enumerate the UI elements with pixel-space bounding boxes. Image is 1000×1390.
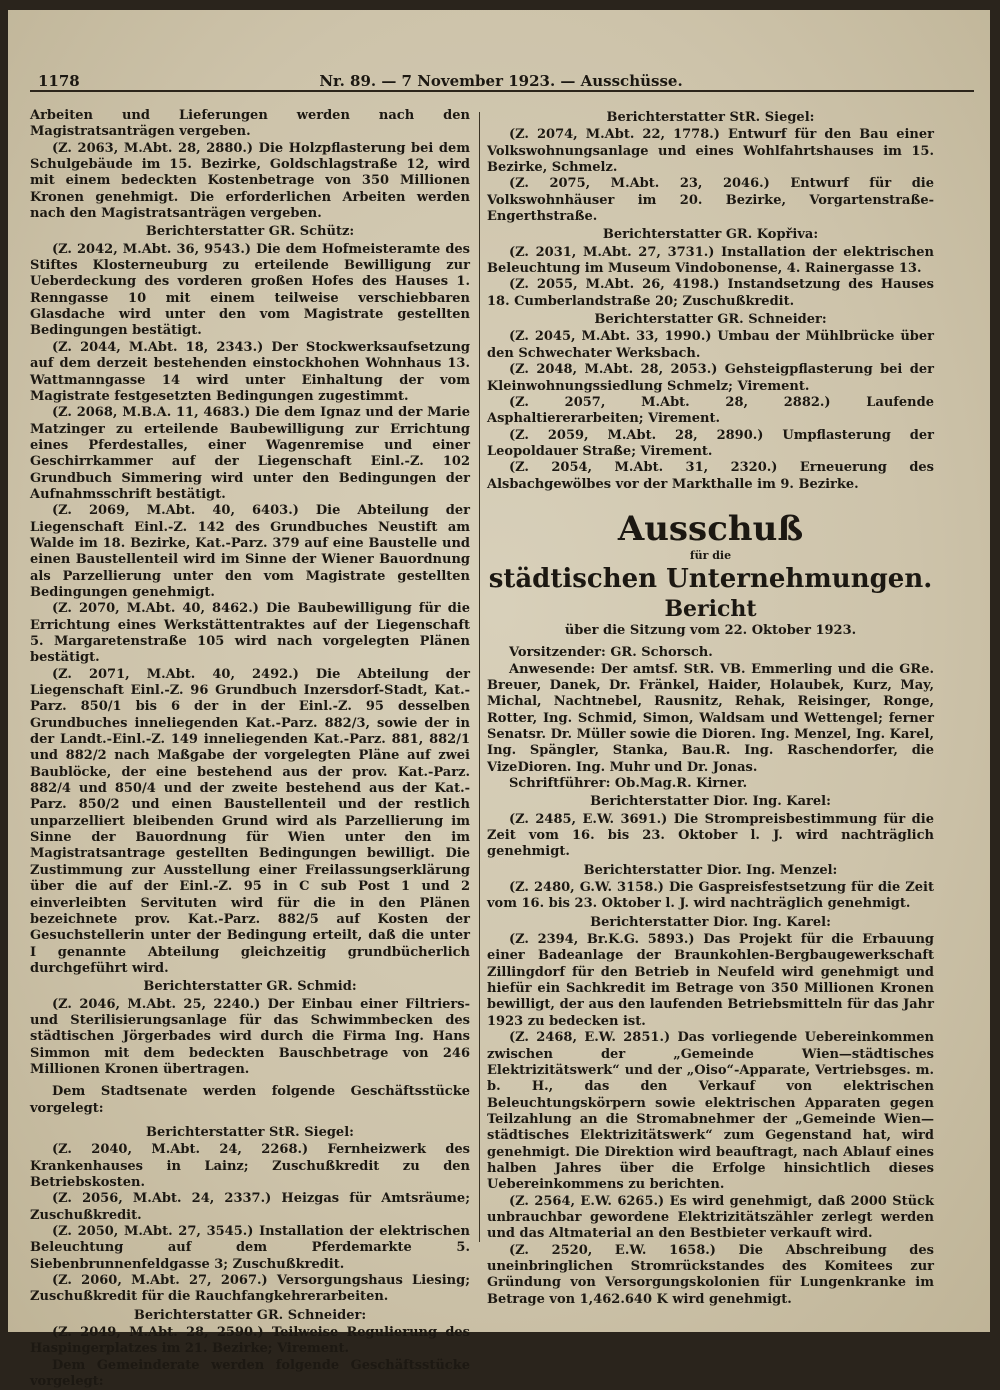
rapporteur-heading: Berichterstatter GR. Schneider:: [133, 1307, 367, 1323]
column-divider: [479, 112, 480, 1242]
section-subtitle: städtischen Unternehmungen.: [488, 563, 933, 594]
right-column: [487, 108, 934, 1308]
running-title: Nr. 89. — 7 November 1923. — Ausschüsse.: [319, 72, 683, 90]
paragraph: (Z. 2057, M.Abt. 28, 2882.) Laufende Asphaltiererarbeiten; Virement.: [487, 394, 934, 427]
paragraph: (Z. 2045, M.Abt. 33, 1990.) Umbau der Mühlbrücke über den Schwechater Werksbach.: [487, 329, 934, 361]
section-title: Ausschuß: [617, 508, 804, 549]
paragraph: (Z. 2055, M.Abt. 26, 4198.) Instandsetzung des Hauses 18. Cumberlandstraße 20; Zuschußkredit.: [487, 277, 934, 309]
paragraph: (Z. 2074, M.Abt. 22, 1778.) Entwurf für den Bau einer Volkswohnungsanlage und eines Wohlfahrtshauses im 15. Bezirke, Schmelz.: [487, 127, 934, 176]
paragraph: (Z. 2070, M.Abt. 40, 8462.) Die Baubewilligung für die Errichtung eines Werkstättentraktes auf der Liegenschaft 5. Margaretenstraße 105 wird nach vorgelegten Plänen bestätigt.: [30, 601, 470, 666]
page-number: 1178: [38, 72, 80, 90]
chair-line: Vorsitzender: GR. Schorsch.: [509, 645, 713, 661]
paragraph: (Z. 2031, M.Abt. 27, 3731.) Installation der elektrischen Beleuchtung im Museum Vindobonense, 4. Rainergasse 13.: [487, 244, 934, 277]
paragraph: (Z. 2042, M.Abt. 36, 9543.) Die dem Hofmeisteramte des Stiftes Klosterneuburg zu erteilende Bewilligung zur Ueberdeckung des vorderen großen Hofes des Hauses 1. Renngasse 10 mit einem teilweise verschiebbaren Glasdache wird unter den vom Magistrate gestellten Bedingungen bestätigt.: [30, 241, 470, 339]
paragraph: (Z. 2046, M.Abt. 25, 2240.) Der Einbau einer Filtriers- und Sterilisierungsanlage für das Schwimmbecken des städtischen Jörgerbades wird durch die Firma Ing. Hans Simmon mit dem bedeckten Bauschbetrage von 246 Millionen Kronen übertragen.: [30, 996, 470, 1077]
paragraph: (Z. 2050, M.Abt. 27, 3545.) Installation der elektrischen Beleuchtung auf dem Pferdemarkte 5. Siebenbrunnenfeldgasse 3; Zuschußkredit.: [30, 1224, 470, 1272]
paragraph: (Z. 2468, E.W. 2851.) Das vorliegende Uebereinkommen zwischen der „Gemeinde Wien—städtisches Elektrizitätswerk“ und der „Oiso“-Apparate, Vertriebsges. m. b. H., das den Verkauf von elektrischen Beleuchtungskörpern sowie elektrischen Apparaten gegen Teilzahlung an die Stromabnehmer der „Gemeinde Wien—städtisches Elektrizitätswerk“ zum Gegenstand hat, wird genehmigt. Die Direktion wird beauftragt, nach Ablauf eines halben Jahres über die Erfolge hinsichtlich dieses Uebereinkommens zu berichten.: [487, 1030, 934, 1193]
paragraph: (Z. 2060, M.Abt. 27, 2067.) Versorgungshaus Liesing; Zuschußkredit für die Rauchfangkehrerarbeiten.: [30, 1273, 470, 1305]
left-column: [30, 108, 470, 1390]
paragraph: (Z. 2071, M.Abt. 40, 2492.) Die Abteilung der Liegenschaft Einl.-Z. 96 Grundbuch Inzersdorf-Stadt, Kat.-Parz. 850/1 bis 6 der in der Einl.-Z. 95 desselben Grundbuches inneliegenden Kat.-Parz. 882/3, sowie der in der Landt.-Einl.-Z. 149 inneliegenden Kat.-Parz. 881, 882/1 und 882/2 nach Maßgabe der vorgelegten Pläne auf zwei Baublöcke, der eine bestehend aus der prov. Kat.-Parz. 882/4 und 850/4 und der zweite bestehend aus der Kat.-Parz. 850/2 und einen Baustellenteil und der restlich unparzelliert bleibenden Grund wird als Parzellierung im Sinne der Bauordnung für Wien unter den im Magistratsantrage gestellten Bedingungen bewilligt. Die Zustimmung zur Ausstellung einer Freilassungserklärung über die auf der Einl.-Z. 95 in C sub Post 1 und 2 einverleibten Servituten wird für die in den Plänen bezeichnete prov. Kat.-Parz. 882/5 auf Kosten der Gesuchstellerin unter der Bedingung erteilt, daß die unter I genannte Abteilung gleichzeitig grundbücherlich durchgeführt wird.: [30, 666, 470, 976]
paragraph: (Z. 2044, M.Abt. 18, 2343.) Der Stockwerksaufsetzung auf dem derzeit bestehenden einstockhohen Wohnhaus 13. Wattmanngasse 14 wird unter Einhaltung der vom Magistrate festgesetzten Bedingungen zugestimmt.: [30, 339, 470, 404]
paragraph: (Z. 2564, E.W. 6265.) Es wird genehmigt, daß 2000 Stück unbrauchbar gewordene Elektrizitätszähler zerlegt werden und das Altmaterial an den Bestbieter verkauft wird.: [487, 1193, 934, 1242]
rapporteur-heading: Berichterstatter Dior. Ing. Menzel:: [583, 862, 838, 878]
rapporteur-heading: Berichterstatter GR. Schneider:: [594, 312, 827, 328]
paragraph: (Z. 2520, E.W. 1658.) Die Abschreibung des uneinbringlichen Stromrückstandes des Komitees zur Gründung von Versorgungskolonien für Lungenkranke im Betrage von 1,462.640 K wird genehmigt.: [487, 1242, 934, 1307]
paragraph: (Z. 2075, M.Abt. 23, 2046.) Entwurf für die Volkswohnhäuser im 20. Bezirke, Vorgartenstraße-Engerthstraße.: [487, 176, 934, 225]
rapporteur-heading: Berichterstatter StR. Siegel:: [606, 110, 815, 125]
rapporteur-heading: Berichterstatter GR. Schütz:: [145, 224, 355, 240]
paragraph: (Z. 2040, M.Abt. 24, 2268.) Fernheizwerk des Krankenhauses in Lainz; Zuschußkredit zu den Betriebskosten.: [30, 1142, 470, 1190]
section-title-connector: für die: [689, 548, 732, 562]
attendees: Anwesende: Der amtsf. StR. VB. Emmerling und die GRe. Breuer, Danek, Dr. Fränkel, Haider, Holaubek, Kurz, May, Michal, Nachtnebel, Rausnitz, Rehak, Reisinger, Ronge, Rotter, Ing. Schmid, Simon, Waldsam und Wettengel; ferner Senatsr. Dr. Müller sowie die Dioren. Ing. Menzel, Ing. Karel, Ing. Spängler, Stanka, Bau.R. Ing. Raschendorfer, die VizeDioren. Ing. Muhr und Dr. Jonas.: [487, 661, 934, 775]
paragraph: (Z. 2394, Br.K.G. 5893.) Das Projekt für die Erbauung einer Badeanlage der Braunkohlen-Bergbaugewerkschaft Zillingdorf für den Betrieb in Neufeld wird genehmigt und hiefür ein Sachkredit im Betrage von 350 Millionen Kronen bewilligt, der aus den laufenden Betriebsmitteln für das Jahr 1923 zu bedecken ist.: [487, 932, 934, 1029]
paragraph: (Z. 2054, M.Abt. 31, 2320.) Erneuerung des Alsbachgewölbes vor der Markthalle im 9. Bezirke.: [487, 460, 934, 492]
paragraph: Dem Gemeinderate werden folgende Geschäftsstücke vorgelegt:: [30, 1357, 470, 1390]
rapporteur-heading: Berichterstatter GR. Schmid:: [143, 979, 357, 995]
clerk-line: Schriftführer: Ob.Mag.R. Kirner.: [509, 776, 748, 791]
rapporteur-heading: Berichterstatter Dior. Ing. Karel:: [590, 914, 831, 930]
paragraph: (Z. 2068, M.B.A. 11, 4683.) Die dem Ignaz und der Marie Matzinger zu erteilende Baubewilligung zur Errichtung eines Pferdestalles, einer Wagenremise und einer Geschirrkammer auf der Liegenschaft Einl.-Z. 102 Grundbuch Simmering wird unter den Bedingungen der Aufnahmsschrift bestätigt.: [30, 405, 470, 502]
report-title: Bericht: [664, 595, 757, 622]
paragraph: (Z. 2485, E.W. 3691.) Die Strompreisbestimmung für die Zeit vom 16. bis 23. Oktober l. J. wird nachträglich genehmigt.: [487, 811, 934, 860]
section-heading-block: [487, 509, 934, 639]
paragraph: (Z. 2480, G.W. 3158.) Die Gaspreisfestsetzung für die Zeit vom 16. bis 23. Oktober l. J. wird nachträglich genehmigt.: [487, 880, 934, 912]
session-date: über die Sitzung vom 22. Oktober 1923.: [564, 622, 857, 638]
paragraph: (Z. 2069, M.Abt. 40, 6403.) Die Abteilung der Liegenschaft Einl.-Z. 142 des Grundbuches Neustift am Walde im 18. Bezirke, Kat.-Parz. 379 auf eine Baustelle und einen Baustellenteil wird im Sinne der Wiener Bauordnung als Parzellierung unter den vom Magistrate gestellten Bedingungen genehmigt.: [30, 503, 470, 600]
paragraph: (Z. 2049, M.Abt. 28, 2590.) Teilweise Regulierung des Haspingerplatzes im 21. Bezirke; Virement.: [30, 1325, 470, 1357]
page-header: [38, 72, 964, 96]
rapporteur-heading: Berichterstatter StR. Siegel:: [146, 1124, 354, 1140]
paragraph: (Z. 2048, M.Abt. 28, 2053.) Gehsteigpflasterung bei der Kleinwohnungssiedlung Schmelz; Virement.: [487, 362, 934, 394]
paragraph: (Z. 2056, M.Abt. 24, 2337.) Heizgas für Amtsräume; Zuschußkredit.: [30, 1191, 470, 1223]
rapporteur-heading: Berichterstatter Dior. Ing. Karel:: [590, 794, 831, 810]
rapporteur-heading: Berichterstatter GR. Kopřiva:: [602, 227, 819, 243]
paragraph: Dem Stadtsenate werden folgende Geschäftsstücke vorgelegt:: [30, 1084, 470, 1116]
paragraph: (Z. 2059, M.Abt. 28, 2890.) Umpflasterung der Leopoldauer Straße; Virement.: [487, 427, 934, 459]
header-rule: [30, 90, 974, 92]
paragraph: Arbeiten und Lieferungen werden nach den Magistratsanträgen vergeben.: [30, 108, 470, 140]
paragraph: (Z. 2063, M.Abt. 28, 2880.) Die Holzpflasterung bei dem Schulgebäude im 15. Bezirke, Goldschlagstraße 12, wird mit einem bedeckten Kostenbetrage von 350 Millionen Kronen genehmigt. Die erforderlichen Arbeiten werden nach den Magistratsanträgen vergeben.: [30, 140, 470, 222]
